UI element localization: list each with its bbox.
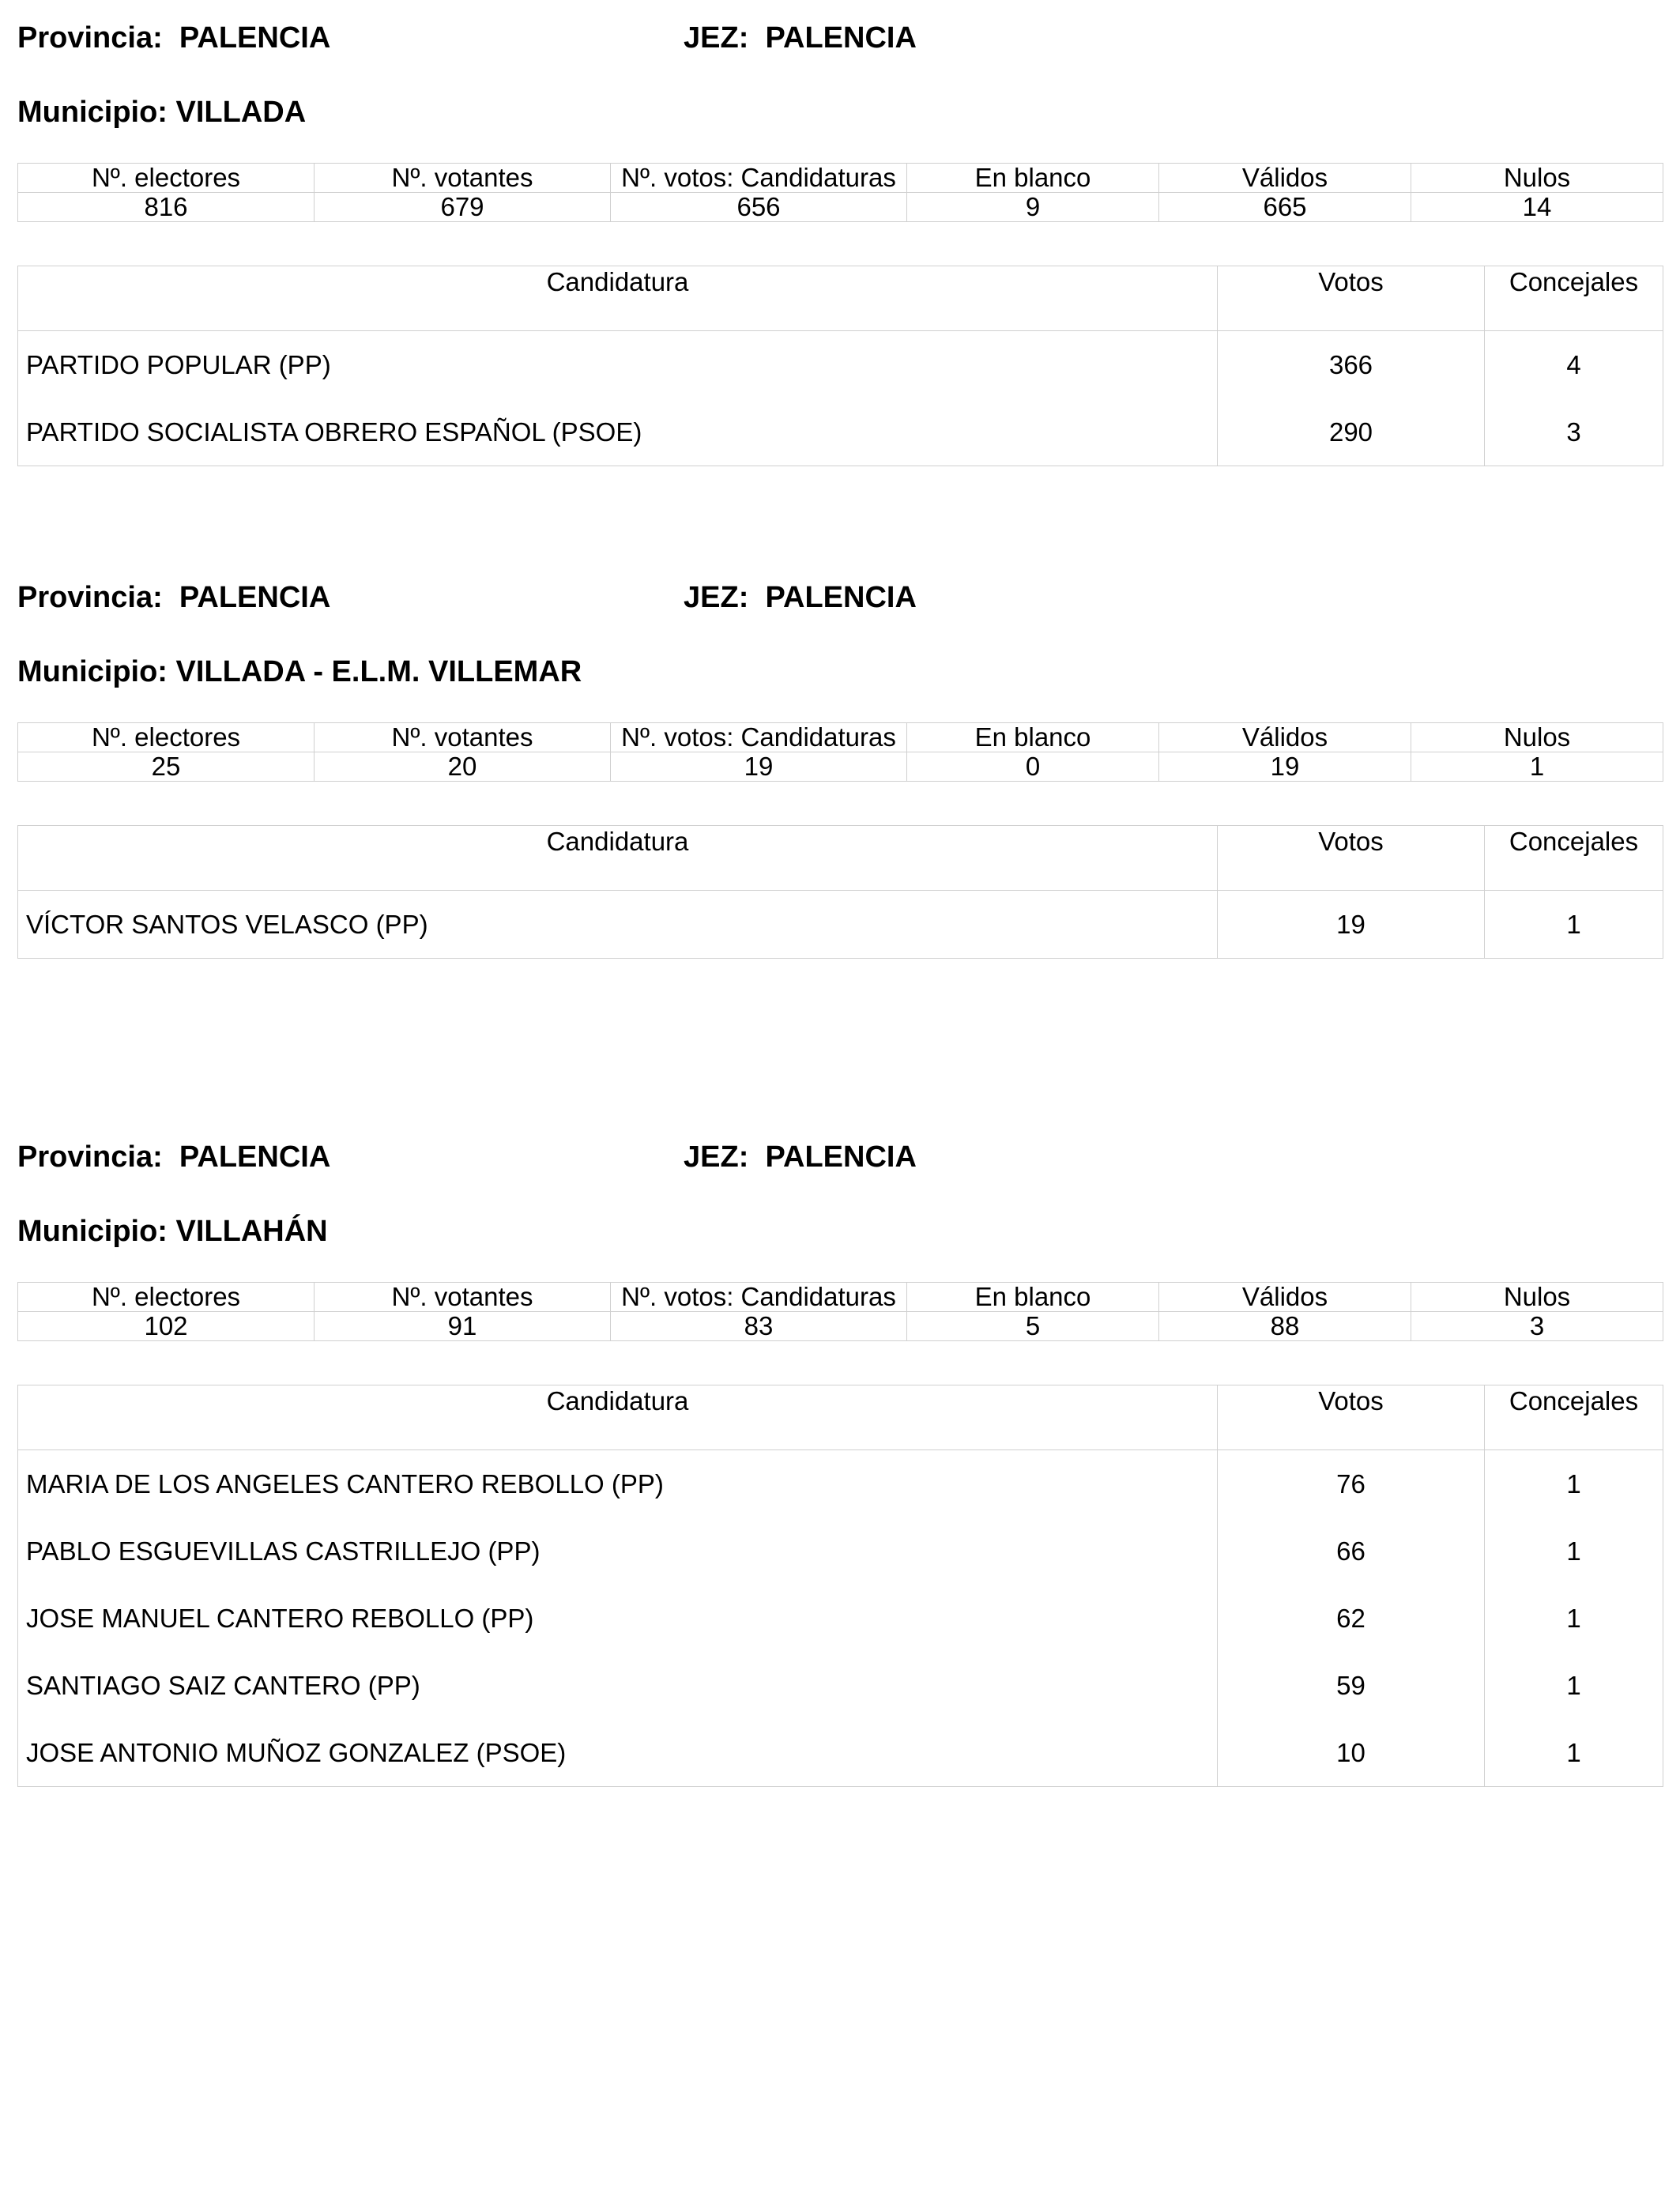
stats-header-row — [18, 164, 1663, 193]
candidate-name: SANTIAGO SAIZ CANTERO (PP) — [18, 1652, 1218, 1719]
candidates-table — [17, 266, 1663, 466]
stat-header: Nº. electores — [18, 723, 315, 752]
candidate-seats: 1 — [1485, 1517, 1663, 1585]
candidates-header-row — [18, 1385, 1663, 1450]
candidate-row — [18, 1585, 1663, 1652]
stats-table — [17, 722, 1663, 782]
stat-value: 102 — [18, 1312, 315, 1341]
votos-header: Votos — [1218, 826, 1485, 891]
stat-header: Nulos — [1411, 1283, 1663, 1312]
stat-value: 9 — [907, 193, 1159, 222]
concejales-header: Concejales — [1485, 826, 1663, 891]
stats-header-row — [18, 1283, 1663, 1312]
candidate-votes: 76 — [1218, 1450, 1485, 1518]
candidates-table — [17, 825, 1663, 959]
stat-value: 19 — [1159, 752, 1411, 782]
stats-table — [17, 163, 1663, 222]
candidate-seats: 1 — [1485, 891, 1663, 959]
candidate-row — [18, 1719, 1663, 1787]
candidate-votes: 66 — [1218, 1517, 1485, 1585]
candidate-seats: 1 — [1485, 1450, 1663, 1518]
stat-value: 679 — [315, 193, 611, 222]
stat-value: 816 — [18, 193, 315, 222]
candidate-name: PARTIDO POPULAR (PP) — [18, 331, 1218, 399]
candidates-table — [17, 1385, 1663, 1787]
candidate-seats: 3 — [1485, 398, 1663, 466]
stats-table — [17, 1282, 1663, 1341]
stat-value: 19 — [611, 752, 907, 782]
stat-header: En blanco — [907, 1283, 1159, 1312]
candidate-row — [18, 398, 1663, 466]
stat-value: 665 — [1159, 193, 1411, 222]
candidate-row — [18, 1517, 1663, 1585]
candidates-header-row — [18, 266, 1663, 331]
candidate-votes: 62 — [1218, 1585, 1485, 1652]
provincia-heading: Provincia: PALENCIA — [17, 21, 331, 55]
candidate-row — [18, 891, 1663, 959]
stat-header: Nº. votos: Candidaturas — [611, 164, 907, 193]
candidate-votes: 19 — [1218, 891, 1485, 959]
candidate-name: VÍCTOR SANTOS VELASCO (PP) — [18, 891, 1218, 959]
stat-value: 25 — [18, 752, 315, 782]
stats-value-row — [18, 752, 1663, 782]
stat-header: Nulos — [1411, 723, 1663, 752]
concejales-header: Concejales — [1485, 1385, 1663, 1450]
stat-value: 0 — [907, 752, 1159, 782]
candidate-row — [18, 1450, 1663, 1518]
stats-header-row — [18, 723, 1663, 752]
jez-heading: JEZ: PALENCIA — [684, 581, 917, 614]
candidate-name: JOSE ANTONIO MUÑOZ GONZALEZ (PSOE) — [18, 1719, 1218, 1787]
stat-value: 1 — [1411, 752, 1663, 782]
stats-value-row — [18, 1312, 1663, 1341]
candidate-name: JOSE MANUEL CANTERO REBOLLO (PP) — [18, 1585, 1218, 1652]
stat-header: Nº. electores — [18, 1283, 315, 1312]
candidates-header-row — [18, 826, 1663, 891]
candidate-name: PABLO ESGUEVILLAS CASTRILLEJO (PP) — [18, 1517, 1218, 1585]
municipio-heading: Municipio: VILLADA — [17, 96, 307, 129]
stat-header: Nº. votantes — [315, 723, 611, 752]
municipio-heading: Municipio: VILLADA - E.L.M. VILLEMAR — [17, 655, 582, 688]
candidate-row — [18, 331, 1663, 399]
stat-value: 5 — [907, 1312, 1159, 1341]
stat-header: Válidos — [1159, 164, 1411, 193]
candidate-votes: 290 — [1218, 398, 1485, 466]
jez-heading: JEZ: PALENCIA — [684, 21, 917, 55]
candidate-seats: 4 — [1485, 331, 1663, 399]
candidate-seats: 1 — [1485, 1585, 1663, 1652]
stat-value: 91 — [315, 1312, 611, 1341]
stat-header: Nº. votantes — [315, 1283, 611, 1312]
candidate-row — [18, 1652, 1663, 1719]
stat-header: Nº. votos: Candidaturas — [611, 1283, 907, 1312]
stat-value: 14 — [1411, 193, 1663, 222]
stat-value: 3 — [1411, 1312, 1663, 1341]
votos-header: Votos — [1218, 1385, 1485, 1450]
candidatura-header: Candidatura — [18, 826, 1218, 891]
candidate-votes: 10 — [1218, 1719, 1485, 1787]
candidate-name: MARIA DE LOS ANGELES CANTERO REBOLLO (PP) — [18, 1450, 1218, 1518]
candidate-name: PARTIDO SOCIALISTA OBRERO ESPAÑOL (PSOE) — [18, 398, 1218, 466]
jez-heading: JEZ: PALENCIA — [684, 1140, 917, 1174]
candidate-seats: 1 — [1485, 1719, 1663, 1787]
stat-header: Nº. votantes — [315, 164, 611, 193]
candidate-votes: 366 — [1218, 331, 1485, 399]
stat-header: En blanco — [907, 723, 1159, 752]
stat-value: 656 — [611, 193, 907, 222]
stat-value: 20 — [315, 752, 611, 782]
stat-header: Nº. votos: Candidaturas — [611, 723, 907, 752]
provincia-heading: Provincia: PALENCIA — [17, 581, 331, 614]
votos-header: Votos — [1218, 266, 1485, 331]
stat-header: Válidos — [1159, 723, 1411, 752]
stat-header: Nº. electores — [18, 164, 315, 193]
candidate-seats: 1 — [1485, 1652, 1663, 1719]
candidatura-header: Candidatura — [18, 1385, 1218, 1450]
municipio-heading: Municipio: VILLAHÁN — [17, 1215, 328, 1248]
stat-header: En blanco — [907, 164, 1159, 193]
stat-value: 83 — [611, 1312, 907, 1341]
candidate-votes: 59 — [1218, 1652, 1485, 1719]
stat-header: Válidos — [1159, 1283, 1411, 1312]
candidatura-header: Candidatura — [18, 266, 1218, 331]
concejales-header: Concejales — [1485, 266, 1663, 331]
provincia-heading: Provincia: PALENCIA — [17, 1140, 331, 1174]
stats-value-row — [18, 193, 1663, 222]
stat-value: 88 — [1159, 1312, 1411, 1341]
stat-header: Nulos — [1411, 164, 1663, 193]
